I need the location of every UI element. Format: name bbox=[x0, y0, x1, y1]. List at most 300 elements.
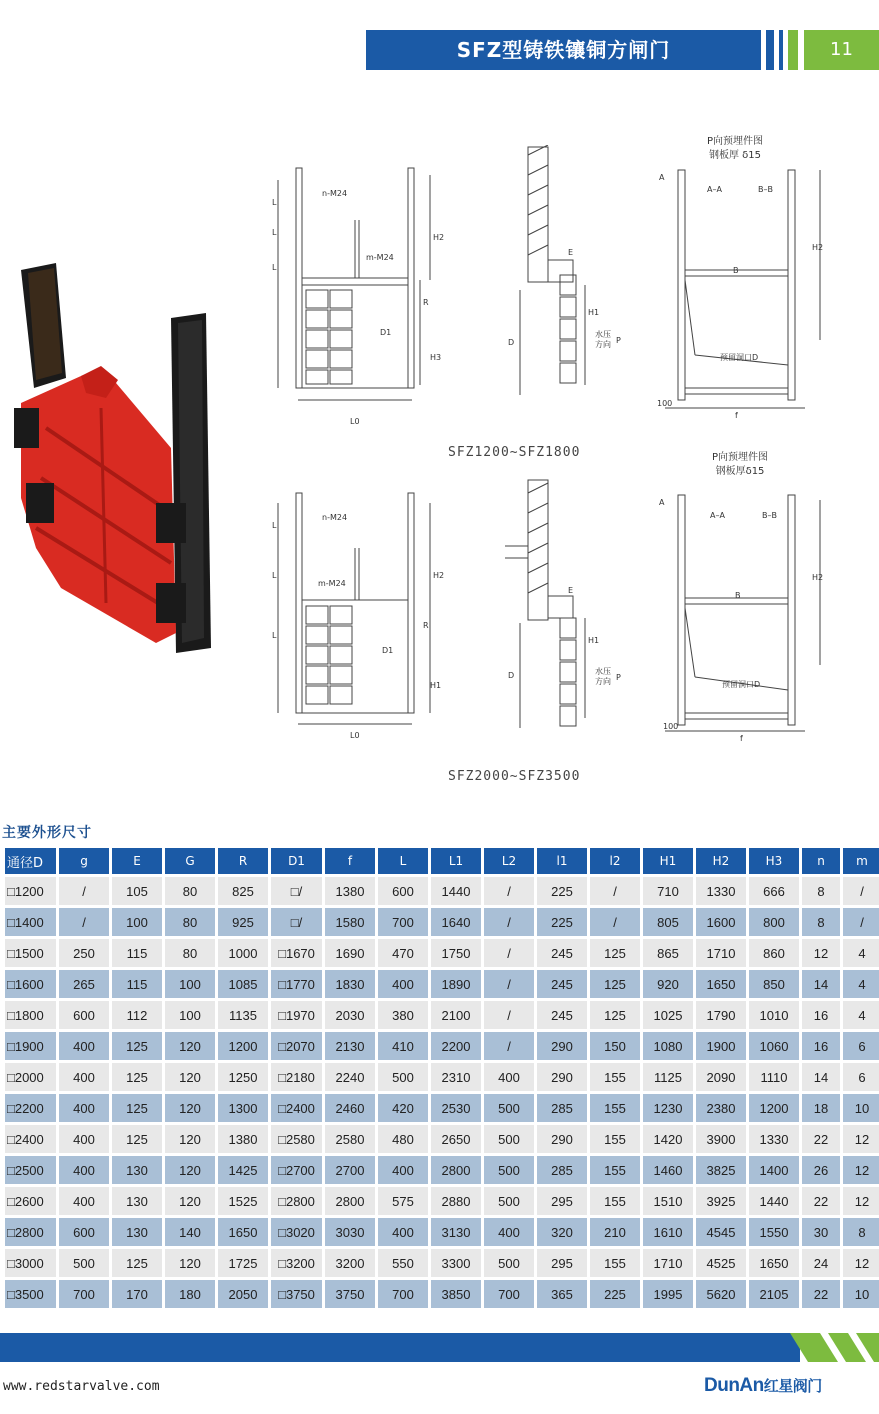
table-cell: 1080 bbox=[643, 1032, 693, 1060]
table-header-cell: L2 bbox=[484, 848, 534, 874]
table-cell: 1690 bbox=[325, 939, 375, 967]
table-cell: 1890 bbox=[431, 970, 481, 998]
table-cell-diameter: □3500 bbox=[5, 1280, 56, 1308]
table-cell: 210 bbox=[590, 1218, 640, 1246]
label-H1-side-bottom: H1 bbox=[588, 636, 600, 645]
table-cell: □1770 bbox=[271, 970, 322, 998]
table-cell: 1425 bbox=[218, 1156, 268, 1184]
table-cell-diameter: □1400 bbox=[5, 908, 56, 936]
table-cell: 180 bbox=[165, 1280, 215, 1308]
table-cell: 115 bbox=[112, 939, 162, 967]
table-cell-diameter: □2200 bbox=[5, 1094, 56, 1122]
label-L-bottom-2: L bbox=[272, 571, 277, 580]
table-cell: 575 bbox=[378, 1187, 428, 1215]
table-cell: 400 bbox=[484, 1218, 534, 1246]
front-view-drawing-top bbox=[270, 160, 450, 430]
table-cell: 120 bbox=[165, 1187, 215, 1215]
table-cell: / bbox=[59, 908, 109, 936]
table-cell: 400 bbox=[59, 1125, 109, 1153]
table-cell: 245 bbox=[537, 939, 587, 967]
table-row bbox=[5, 1032, 879, 1060]
table-cell: 2880 bbox=[431, 1187, 481, 1215]
table-cell: 1610 bbox=[643, 1218, 693, 1246]
table-cell: 920 bbox=[643, 970, 693, 998]
label-L-top-1: L bbox=[272, 198, 277, 207]
table-cell: 2380 bbox=[696, 1094, 746, 1122]
table-cell: 1710 bbox=[696, 939, 746, 967]
table-cell: 100 bbox=[165, 1001, 215, 1029]
table-header-cell: n bbox=[802, 848, 840, 874]
table-cell: 100 bbox=[112, 908, 162, 936]
table-cell: 2800 bbox=[325, 1187, 375, 1215]
table-cell: 155 bbox=[590, 1249, 640, 1277]
table-cell: 1000 bbox=[218, 939, 268, 967]
table-cell: / bbox=[484, 1001, 534, 1029]
table-row bbox=[5, 1156, 879, 1184]
table-header-cell: m bbox=[843, 848, 879, 874]
label-L-top-2: L bbox=[272, 228, 277, 237]
label-H1-bottom: H1 bbox=[430, 681, 442, 690]
table-cell: 4 bbox=[843, 970, 879, 998]
table-cell: 925 bbox=[218, 908, 268, 936]
table-cell: 265 bbox=[59, 970, 109, 998]
table-header-row bbox=[5, 848, 879, 874]
table-cell: 120 bbox=[165, 1156, 215, 1184]
table-cell: 1250 bbox=[218, 1063, 268, 1091]
table-cell: 155 bbox=[590, 1156, 640, 1184]
table-cell: 2050 bbox=[218, 1280, 268, 1308]
label-nm24-top: n-M24 bbox=[322, 189, 348, 198]
table-cell: 1830 bbox=[325, 970, 375, 998]
table-row bbox=[5, 908, 879, 936]
table-cell: 2100 bbox=[431, 1001, 481, 1029]
table-cell: 1790 bbox=[696, 1001, 746, 1029]
table-cell: 170 bbox=[112, 1280, 162, 1308]
label-opening-top: 预留洞口D bbox=[720, 353, 759, 362]
table-cell: 2240 bbox=[325, 1063, 375, 1091]
table-cell: 500 bbox=[484, 1187, 534, 1215]
table-cell-diameter: □1900 bbox=[5, 1032, 56, 1060]
table-cell: 1900 bbox=[696, 1032, 746, 1060]
table-cell: 1600 bbox=[696, 908, 746, 936]
table-cell: / bbox=[484, 939, 534, 967]
table-cell: 6 bbox=[843, 1032, 879, 1060]
table-header-cell: l2 bbox=[590, 848, 640, 874]
table-cell: 150 bbox=[590, 1032, 640, 1060]
header-stripe-blue-thin bbox=[779, 30, 783, 70]
label-D-bottom: D bbox=[508, 671, 515, 680]
table-cell: □3750 bbox=[271, 1280, 322, 1308]
label-opening-bottom: 预留洞口D bbox=[722, 680, 761, 689]
table-cell: 10 bbox=[843, 1094, 879, 1122]
table-cell: 400 bbox=[484, 1063, 534, 1091]
table-header-cell: H2 bbox=[696, 848, 746, 874]
table-cell: 290 bbox=[537, 1063, 587, 1091]
table-cell: 1995 bbox=[643, 1280, 693, 1308]
table-cell: 1230 bbox=[643, 1094, 693, 1122]
table-row bbox=[5, 1063, 879, 1091]
table-cell: 225 bbox=[537, 908, 587, 936]
table-cell-diameter: □1500 bbox=[5, 939, 56, 967]
table-cell: 1330 bbox=[696, 877, 746, 905]
label-A-top: A bbox=[659, 173, 665, 182]
table-cell: 3300 bbox=[431, 1249, 481, 1277]
label-E-top: E bbox=[568, 248, 574, 257]
table-cell: / bbox=[59, 877, 109, 905]
p-view-plate-bottom: 钢板厚δ15 bbox=[715, 466, 765, 477]
table-cell: □/ bbox=[271, 877, 322, 905]
table-cell: 320 bbox=[537, 1218, 587, 1246]
table-cell: □1670 bbox=[271, 939, 322, 967]
table-cell: 26 bbox=[802, 1156, 840, 1184]
label-direction-bottom: 方向 bbox=[595, 677, 611, 686]
label-H2-top: H2 bbox=[433, 233, 445, 242]
brand-name-cn: 红星阀门 bbox=[763, 1378, 822, 1395]
label-H2-p-bottom: H2 bbox=[812, 573, 824, 582]
header-stripe-blue bbox=[766, 30, 774, 70]
label-A-bottom: A bbox=[659, 498, 665, 507]
table-header-cell: H1 bbox=[643, 848, 693, 874]
label-D-top: D bbox=[508, 338, 515, 347]
label-L0-bottom: L0 bbox=[350, 731, 360, 740]
table-header-cell: L bbox=[378, 848, 428, 874]
footer-url: www.redstarvalve.com bbox=[3, 1379, 160, 1394]
table-cell: 8 bbox=[843, 1218, 879, 1246]
table-cell: 285 bbox=[537, 1094, 587, 1122]
page-number: 11 bbox=[804, 30, 879, 70]
table-cell: 420 bbox=[378, 1094, 428, 1122]
table-cell: 12 bbox=[843, 1187, 879, 1215]
table-header-cell: E bbox=[112, 848, 162, 874]
label-H3-top: H3 bbox=[430, 353, 442, 362]
p-view-drawing-bottom bbox=[655, 485, 830, 745]
table-cell: / bbox=[484, 970, 534, 998]
table-cell: 3850 bbox=[431, 1280, 481, 1308]
table-cell: 2460 bbox=[325, 1094, 375, 1122]
table-cell: 10 bbox=[843, 1280, 879, 1308]
table-cell: 3030 bbox=[325, 1218, 375, 1246]
table-cell-diameter: □2800 bbox=[5, 1218, 56, 1246]
table-cell: 400 bbox=[59, 1187, 109, 1215]
table-header-cell: l1 bbox=[537, 848, 587, 874]
brand-logo bbox=[704, 1375, 822, 1397]
table-cell: □2700 bbox=[271, 1156, 322, 1184]
label-H2-bottom: H2 bbox=[433, 571, 445, 580]
label-B-top: B bbox=[733, 266, 739, 275]
table-cell: 805 bbox=[643, 908, 693, 936]
table-cell: 2030 bbox=[325, 1001, 375, 1029]
drawing-caption-bottom: SFZ2000~SFZ3500 bbox=[448, 769, 581, 784]
table-cell: 120 bbox=[165, 1125, 215, 1153]
table-cell: 1510 bbox=[643, 1187, 693, 1215]
table-cell: 105 bbox=[112, 877, 162, 905]
table-cell: 480 bbox=[378, 1125, 428, 1153]
table-cell: 500 bbox=[484, 1249, 534, 1277]
table-cell: / bbox=[590, 908, 640, 936]
table-cell: 1010 bbox=[749, 1001, 799, 1029]
label-AA-bottom: A–A bbox=[710, 511, 725, 520]
label-L-top-3: L bbox=[272, 263, 277, 272]
table-cell: 245 bbox=[537, 1001, 587, 1029]
table-cell: 2700 bbox=[325, 1156, 375, 1184]
table-cell: □2180 bbox=[271, 1063, 322, 1091]
footer-green-chevrons bbox=[790, 1333, 879, 1362]
p-view-drawing-top bbox=[655, 160, 830, 420]
table-cell: 600 bbox=[59, 1001, 109, 1029]
table-cell: 865 bbox=[643, 939, 693, 967]
table-cell: / bbox=[484, 908, 534, 936]
table-row bbox=[5, 1187, 879, 1215]
table-cell: 24 bbox=[802, 1249, 840, 1277]
table-cell: 1110 bbox=[749, 1063, 799, 1091]
table-cell: / bbox=[843, 877, 879, 905]
table-cell: 3900 bbox=[696, 1125, 746, 1153]
front-view-drawing-bottom bbox=[270, 488, 450, 748]
label-D1-top: D1 bbox=[380, 328, 392, 337]
table-cell: 500 bbox=[484, 1094, 534, 1122]
table-cell: 22 bbox=[802, 1280, 840, 1308]
table-cell: 1525 bbox=[218, 1187, 268, 1215]
table-cell: 155 bbox=[590, 1063, 640, 1091]
label-R-bottom: R bbox=[423, 621, 429, 630]
table-cell: 8 bbox=[802, 908, 840, 936]
table-cell: 1135 bbox=[218, 1001, 268, 1029]
table-cell: 1200 bbox=[218, 1032, 268, 1060]
table-cell: 16 bbox=[802, 1032, 840, 1060]
table-cell: 30 bbox=[802, 1218, 840, 1246]
table-cell: 18 bbox=[802, 1094, 840, 1122]
table-row bbox=[5, 1280, 879, 1308]
table-cell: 1440 bbox=[749, 1187, 799, 1215]
table-cell: 710 bbox=[643, 877, 693, 905]
table-cell: 1085 bbox=[218, 970, 268, 998]
dimensions-table bbox=[2, 845, 879, 1311]
table-cell: 2105 bbox=[749, 1280, 799, 1308]
table-cell: 1440 bbox=[431, 877, 481, 905]
table-cell: 125 bbox=[112, 1249, 162, 1277]
label-H1-top: H1 bbox=[588, 308, 600, 317]
label-BB-top: B–B bbox=[758, 185, 773, 194]
table-cell: 290 bbox=[537, 1032, 587, 1060]
label-L0-top: L0 bbox=[350, 417, 360, 426]
label-B-bottom: B bbox=[735, 591, 741, 600]
table-cell: 22 bbox=[802, 1187, 840, 1215]
table-cell: 12 bbox=[843, 1125, 879, 1153]
table-cell: 1550 bbox=[749, 1218, 799, 1246]
table-cell: 850 bbox=[749, 970, 799, 998]
table-cell: / bbox=[484, 877, 534, 905]
label-H2-p-top: H2 bbox=[812, 243, 824, 252]
table-cell: 1025 bbox=[643, 1001, 693, 1029]
table-cell: 295 bbox=[537, 1187, 587, 1215]
drawing-caption-top: SFZ1200~SFZ1800 bbox=[448, 445, 581, 460]
table-cell-diameter: □2000 bbox=[5, 1063, 56, 1091]
table-cell: 700 bbox=[484, 1280, 534, 1308]
table-cell: 400 bbox=[59, 1032, 109, 1060]
table-cell: 400 bbox=[59, 1094, 109, 1122]
label-L-bottom-3: L bbox=[272, 631, 277, 640]
table-header-cell: L1 bbox=[431, 848, 481, 874]
table-cell: 12 bbox=[843, 1249, 879, 1277]
brand-name: DunAn bbox=[704, 1375, 764, 1396]
table-header-cell: H3 bbox=[749, 848, 799, 874]
table-cell: 12 bbox=[843, 1156, 879, 1184]
table-cell: 295 bbox=[537, 1249, 587, 1277]
label-E-bottom: E bbox=[568, 586, 574, 595]
table-cell: 500 bbox=[59, 1249, 109, 1277]
table-cell: 400 bbox=[59, 1063, 109, 1091]
table-cell: □2580 bbox=[271, 1125, 322, 1153]
table-cell: 155 bbox=[590, 1094, 640, 1122]
table-cell: 250 bbox=[59, 939, 109, 967]
table-cell: 1380 bbox=[218, 1125, 268, 1153]
table-cell: 3925 bbox=[696, 1187, 746, 1215]
table-cell: 600 bbox=[59, 1218, 109, 1246]
table-cell: 400 bbox=[378, 1218, 428, 1246]
label-P-top: P bbox=[616, 336, 621, 345]
table-cell: □2800 bbox=[271, 1187, 322, 1215]
table-cell: 2090 bbox=[696, 1063, 746, 1091]
table-cell: 860 bbox=[749, 939, 799, 967]
table-cell: 100 bbox=[165, 970, 215, 998]
label-AA-top: A–A bbox=[707, 185, 722, 194]
table-cell: 2310 bbox=[431, 1063, 481, 1091]
table-cell: 6 bbox=[843, 1063, 879, 1091]
table-cell: 1460 bbox=[643, 1156, 693, 1184]
table-cell: 80 bbox=[165, 877, 215, 905]
table-cell: 130 bbox=[112, 1218, 162, 1246]
table-cell: 2130 bbox=[325, 1032, 375, 1060]
table-cell: 155 bbox=[590, 1187, 640, 1215]
table-cell: 14 bbox=[802, 970, 840, 998]
table-cell: 1640 bbox=[431, 908, 481, 936]
label-R-top: R bbox=[423, 298, 429, 307]
table-cell: 3750 bbox=[325, 1280, 375, 1308]
label-L-bottom-1: L bbox=[272, 521, 277, 530]
table-cell: 825 bbox=[218, 877, 268, 905]
table-cell: 380 bbox=[378, 1001, 428, 1029]
table-cell: 410 bbox=[378, 1032, 428, 1060]
table-cell: 700 bbox=[59, 1280, 109, 1308]
table-cell: 1650 bbox=[696, 970, 746, 998]
side-view-drawing-bottom bbox=[500, 478, 630, 748]
table-cell: 140 bbox=[165, 1218, 215, 1246]
table-cell: 666 bbox=[749, 877, 799, 905]
table-header-cell: G bbox=[165, 848, 215, 874]
label-mm24-bottom: m-M24 bbox=[318, 579, 346, 588]
table-cell: / bbox=[484, 1032, 534, 1060]
table-cell: □2070 bbox=[271, 1032, 322, 1060]
table-cell-diameter: □2500 bbox=[5, 1156, 56, 1184]
table-cell: 290 bbox=[537, 1125, 587, 1153]
table-cell: 12 bbox=[802, 939, 840, 967]
product-photo bbox=[6, 258, 214, 658]
table-row bbox=[5, 1249, 879, 1277]
table-header-cell: D1 bbox=[271, 848, 322, 874]
table-row bbox=[5, 1218, 879, 1246]
table-cell: 22 bbox=[802, 1125, 840, 1153]
table-cell: 4 bbox=[843, 939, 879, 967]
table-cell: 550 bbox=[378, 1249, 428, 1277]
label-mm24-top: m-M24 bbox=[366, 253, 394, 262]
table-cell: 1650 bbox=[218, 1218, 268, 1246]
table-cell: 400 bbox=[378, 1156, 428, 1184]
table-cell: 120 bbox=[165, 1094, 215, 1122]
label-water-top: 水压 bbox=[595, 330, 611, 339]
table-cell: 1710 bbox=[643, 1249, 693, 1277]
table-cell: 1725 bbox=[218, 1249, 268, 1277]
table-cell: 125 bbox=[112, 1094, 162, 1122]
table-cell: 700 bbox=[378, 1280, 428, 1308]
table-cell: 285 bbox=[537, 1156, 587, 1184]
table-cell: 3825 bbox=[696, 1156, 746, 1184]
table-cell: □3020 bbox=[271, 1218, 322, 1246]
table-row bbox=[5, 970, 879, 998]
table-cell: 245 bbox=[537, 970, 587, 998]
table-cell: 1750 bbox=[431, 939, 481, 967]
table-cell: 120 bbox=[165, 1063, 215, 1091]
table-cell: 700 bbox=[378, 908, 428, 936]
table-cell: 600 bbox=[378, 877, 428, 905]
table-cell: 225 bbox=[590, 1280, 640, 1308]
label-water-bottom: 水压 bbox=[595, 667, 611, 676]
footer-bar bbox=[0, 1333, 800, 1362]
table-cell: 500 bbox=[484, 1125, 534, 1153]
table-cell: 1400 bbox=[749, 1156, 799, 1184]
table-cell: 4 bbox=[843, 1001, 879, 1029]
table-cell: 16 bbox=[802, 1001, 840, 1029]
side-view-drawing-top bbox=[500, 145, 630, 415]
table-cell: 1650 bbox=[749, 1249, 799, 1277]
table-cell: 500 bbox=[484, 1156, 534, 1184]
table-row bbox=[5, 877, 879, 905]
table-cell: 80 bbox=[165, 908, 215, 936]
label-nm24-bottom: n-M24 bbox=[322, 513, 348, 522]
table-cell: 2530 bbox=[431, 1094, 481, 1122]
table-cell: 1300 bbox=[218, 1094, 268, 1122]
label-f-top: f bbox=[735, 411, 738, 420]
table-row bbox=[5, 1125, 879, 1153]
table-cell: / bbox=[843, 908, 879, 936]
table-cell: 1330 bbox=[749, 1125, 799, 1153]
table-cell: 4525 bbox=[696, 1249, 746, 1277]
table-cell: / bbox=[590, 877, 640, 905]
p-view-plate-top: 钢板厚 δ15 bbox=[708, 150, 762, 161]
table-cell: 225 bbox=[537, 877, 587, 905]
table-cell: 125 bbox=[590, 1001, 640, 1029]
label-D1-bottom: D1 bbox=[382, 646, 394, 655]
table-row bbox=[5, 1094, 879, 1122]
table-cell: 1125 bbox=[643, 1063, 693, 1091]
table-cell: 400 bbox=[59, 1156, 109, 1184]
table-cell: 1580 bbox=[325, 908, 375, 936]
table-cell: 1380 bbox=[325, 877, 375, 905]
table-cell: 80 bbox=[165, 939, 215, 967]
table-cell: 470 bbox=[378, 939, 428, 967]
table-cell: 125 bbox=[112, 1063, 162, 1091]
header-stripe-green bbox=[788, 30, 798, 70]
table-cell-diameter: □1600 bbox=[5, 970, 56, 998]
table-cell-diameter: □1200 bbox=[5, 877, 56, 905]
table-cell: 1200 bbox=[749, 1094, 799, 1122]
table-cell: □/ bbox=[271, 908, 322, 936]
table-cell: □2400 bbox=[271, 1094, 322, 1122]
table-cell: 400 bbox=[378, 970, 428, 998]
table-cell: 4545 bbox=[696, 1218, 746, 1246]
table-header-cell: R bbox=[218, 848, 268, 874]
table-row bbox=[5, 939, 879, 967]
table-title: 主要外形尺寸 bbox=[2, 825, 92, 841]
